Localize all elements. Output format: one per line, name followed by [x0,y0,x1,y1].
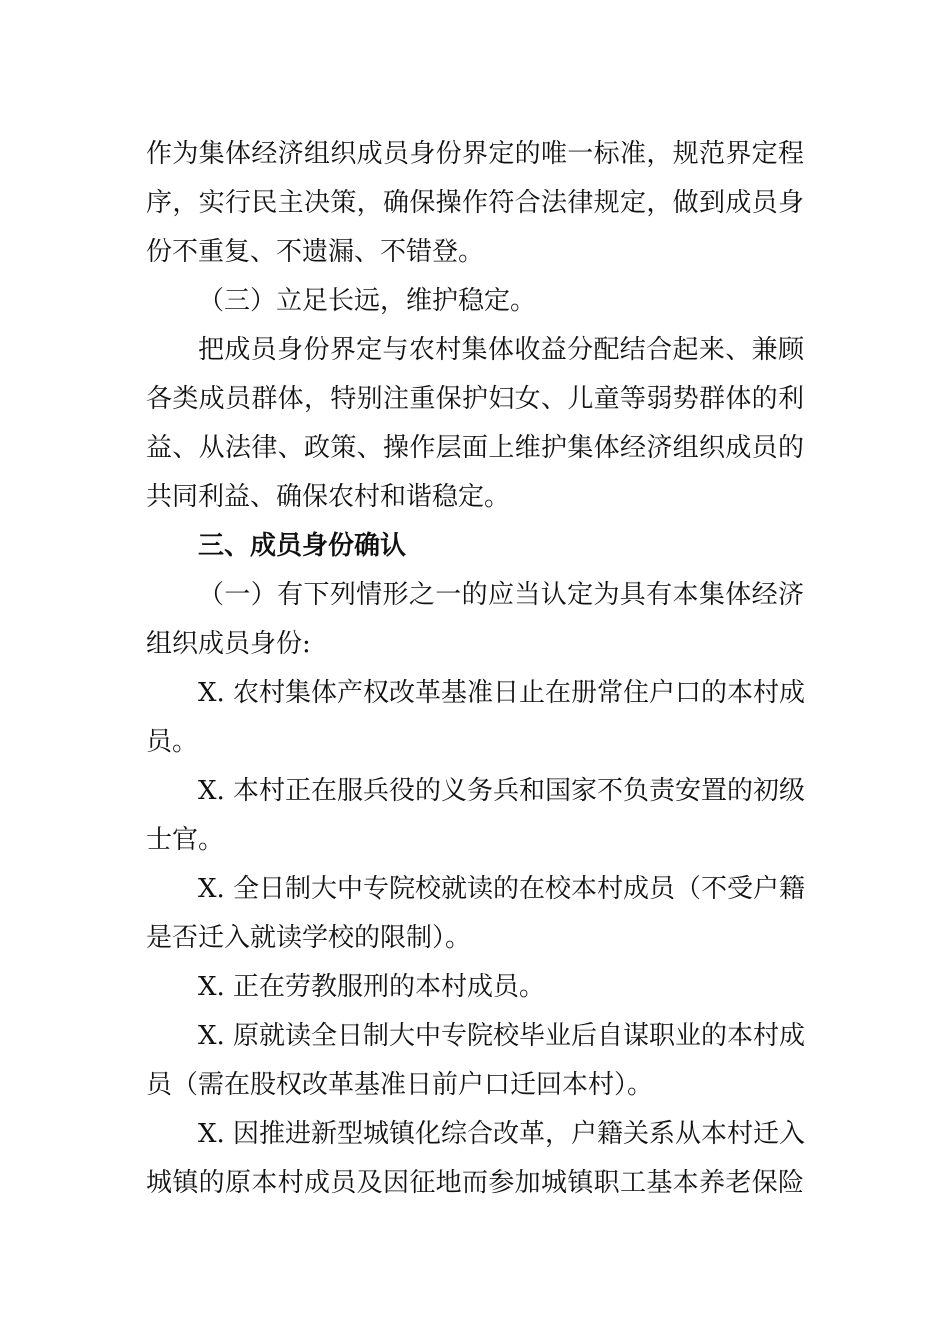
text-line: 是否迁入就读学校的限制）。 [146,923,472,953]
list-item: X. 正在劳教服刑的本村成员。 [198,972,546,1002]
subheading-one: （一）有下列情形之一的应当认定为具有本集体经济 [198,580,804,610]
text-line: 组织成员身份: [146,629,311,659]
list-item: X. 因推进新型城镇化综合改革，户籍关系从本村迁入 [198,1119,806,1149]
text-line: 共同利益、确保农村和谐稳定。 [146,482,511,512]
list-item: X. 原就读全日制大中专院校毕业后自谋职业的本村成 [198,1021,806,1051]
text-line: 员（需在股权改革基准日前户口迁回本村）。 [146,1070,654,1100]
text-line: 序，实行民主决策，确保操作符合法律规定，做到成员身 [146,188,804,218]
text-line: 份不重复、不遗漏、不错登。 [146,237,485,267]
text-line: 士官。 [146,825,225,855]
subheading-three: （三）立足长远，维护稳定。 [198,286,537,316]
text-line: 员。 [146,727,199,757]
list-item: X. 农村集体产权改革基准日止在册常住户口的本村成 [198,678,806,708]
section-heading: 三、成员身份确认 [198,531,407,561]
text-line: 各类成员群体，特别注重保护妇女、儿童等弱势群体的利 [146,384,804,414]
list-item: X. 全日制大中专院校就读的在校本村成员（不受户籍 [198,874,806,904]
document-body [146,130,804,1208]
text-line: 城镇的原本村成员及因征地而参加城镇职工基本养老保险 [146,1168,804,1198]
text-line: 作为集体经济组织成员身份界定的唯一标准，规范界定程 [146,139,804,169]
text-line: 把成员身份界定与农村集体收益分配结合起来、兼顾 [198,335,804,365]
list-item: X. 本村正在服兵役的义务兵和国家不负责安置的初级 [198,776,806,806]
text-line: 益、从法律、政策、操作层面上维护集体经济组织成员的 [146,433,804,463]
